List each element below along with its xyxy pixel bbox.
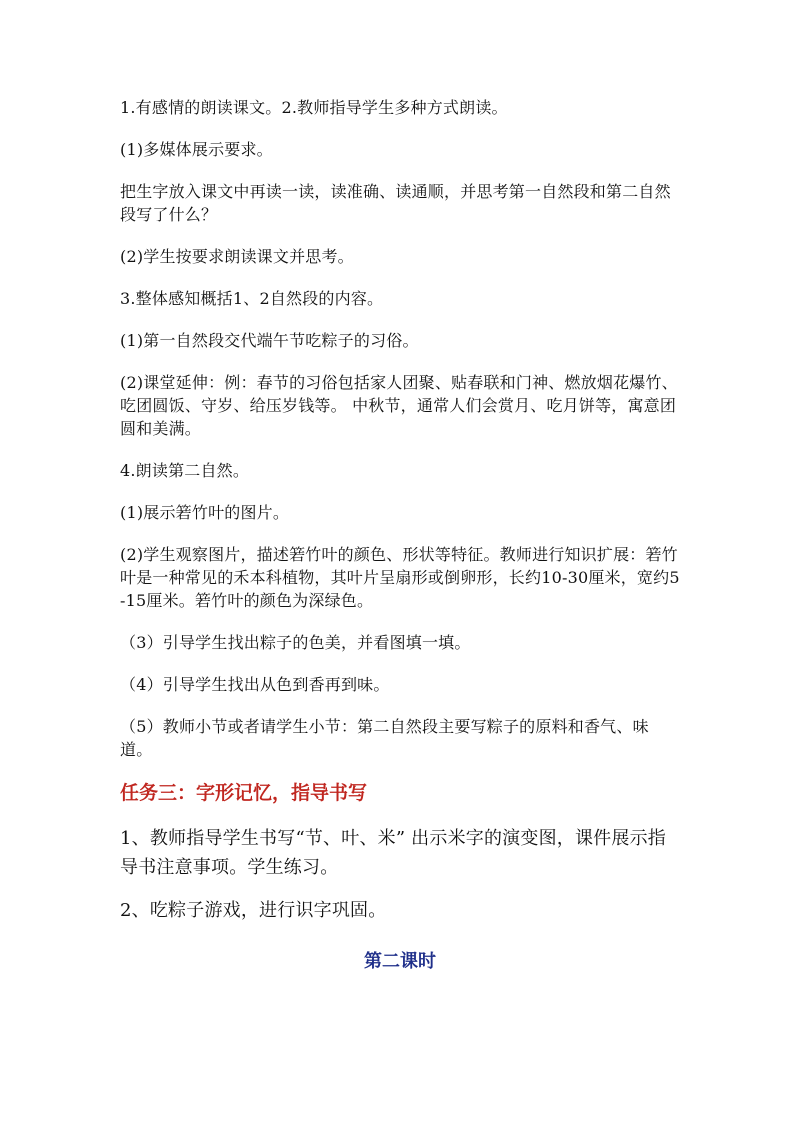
paragraph: (2)学生按要求朗读课文并思考。 bbox=[120, 247, 354, 266]
paragraph: (1)多媒体展示要求。 bbox=[120, 140, 273, 159]
paragraph: 把生字放入课文中再读一读，读准确、读通顺，并思考第一自然段和第二自然段写了什么？ bbox=[120, 182, 671, 224]
paragraph: (1)展示箬竹叶的图片。 bbox=[120, 503, 290, 522]
paragraph: 1.有感情的朗读课文。2.教师指导学生多种方式朗读。 bbox=[120, 98, 508, 117]
paragraph: （3）引导学生找出粽子的色美，并看图填一填。 bbox=[120, 633, 471, 652]
document-body bbox=[120, 96, 680, 975]
paragraph: (2)课堂延伸：例：春节的习俗包括家人团聚、贴春联和门神、燃放烟花爆竹、吃团圆饭、守岁、给压岁钱等。 中秋节，通常人们会赏月、吃月饼等，寓意团圆和美满。 bbox=[120, 373, 678, 438]
paragraph: (1)第一自然段交代端午节吃粽子的习俗。 bbox=[120, 331, 419, 350]
task3-item: 1、教师指导学生书写“节、叶、米” 出示米字的演变图，课件展示指导书注意事项。学生练习。 bbox=[120, 828, 666, 878]
paragraph: 3.整体感知概括1、2自然段的内容。 bbox=[120, 289, 384, 308]
lesson-heading: 第二课时 bbox=[364, 951, 436, 972]
paragraph: (2)学生观察图片，描述箬竹叶的颜色、形状等特征。教师进行知识扩展：箬竹叶是一种常见的禾本科植物，其叶片呈扇形或倒卵形，长约10-30厘米，宽约5-15厘米。箬竹叶的颜色为深绿色。 bbox=[120, 545, 680, 610]
paragraph: 4.朗读第二自然。 bbox=[120, 461, 250, 480]
section-heading-task3: 任务三：字形记忆，指导书写 bbox=[120, 782, 368, 804]
paragraph: （4）引导学生找出从色到香再到味。 bbox=[120, 675, 390, 694]
paragraph: （5）教师小节或者请学生小节：第二自然段主要写粽子的原料和香气、味道。 bbox=[120, 717, 649, 759]
task3-item: 2、吃粽子游戏，进行识字巩固。 bbox=[120, 900, 387, 921]
